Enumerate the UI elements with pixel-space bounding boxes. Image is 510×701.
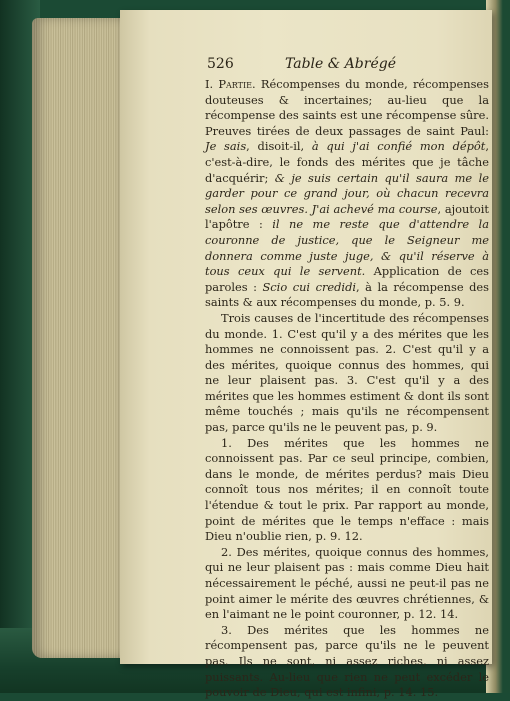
text-run: , c'est-à-dire, le fonds des mérites que je tâche d'acquérir; [205,139,489,185]
paragraph-3 [205,436,489,545]
paragraph-2 [205,311,489,436]
text-run: 3. Des mérites que les hommes ne récompensent pas, parce qu'ils ne le peuvent pas. Ils ne sont, ni assez riches, ni assez puissants. Au-lieu que rien ne peut excéder le pouvoir de Dieu, qui est infini, p. 14. 15. [205,622,489,700]
text-run: Scio cui credidi [262,279,357,294]
text-run: Trois causes de l'incertitude des récompenses du monde. 1. C'est qu'il y a des mérites que les hommes ne connoissent pas. 2. C'est qu'il y a des mérites, quoique connus des hommes, qui ne leur plaisent pas. 3. C'est qu'il y a des mérites que les hommes estiment & dont ils sont même touchés ; mais qu'ils ne récompensent pas, parce qu'ils ne le peuvent pas, p. 9. [205,310,489,435]
text-run: . Récompenses du monde, récompenses douteuses & incertaines; au-lieu que la récompense des saints est une récompense sûre. Preuves tirées de deux passages de saint Paul: [205,77,490,138]
text-run: & je suis certain qu'il saura me le garder pour ce grand jour, où chacun recevra selon ses œuvres. J'ai achevé ma course [205,170,489,216]
paragraph-1 [205,77,489,311]
text-run: , ajoutoit l'apôtre : [205,201,489,232]
text-run: 2. Des mérites, quoique connus des hommes, qui ne leur plaisent pas : mais comme Dieu hait nécessairement le péché, aussi ne peut-il pas ne point aimer le mérite des œuvres chrétiennes, & en l'aimant ne le point couronner, p. 12. 14. [205,544,489,622]
page-number: 526 [207,56,234,72]
text-run: il ne me reste que d'attendre la couronne de justice, que le Seigneur me donnera comme juste juge, & qu'il réserve à tous ceux qui le servent. [205,217,489,279]
paragraph-5 [205,623,489,701]
text-run: à qui j'ai confié mon dépôt [311,139,486,154]
page-edges [32,18,128,658]
paragraph-4 [205,545,489,623]
page-text [205,77,489,701]
text-run: 1. Des mérites que les hommes ne connoissent pas. Par ce seul principe, combien, dans le monde, de mérites perdus? mais Dieu connoît tous nos mérites; il en connoît toute l'étendue & tout le prix. Par rapport au monde, point de mérites que le temps n'efface : mais Dieu n'oublie rien, p. 9. 12. [205,435,489,544]
text-run: Partie [218,77,253,91]
text-run: Application de ces paroles : [205,264,489,294]
page-header [207,56,487,78]
text-run: I. [205,77,219,91]
running-title: Table & Abrégé [285,56,396,72]
text-run: , à la récompense des saints & aux récompenses du monde, p. 5. 9. [205,279,489,310]
text-run: Je sais [205,139,247,154]
text-run: , disoit-il, [246,139,312,154]
